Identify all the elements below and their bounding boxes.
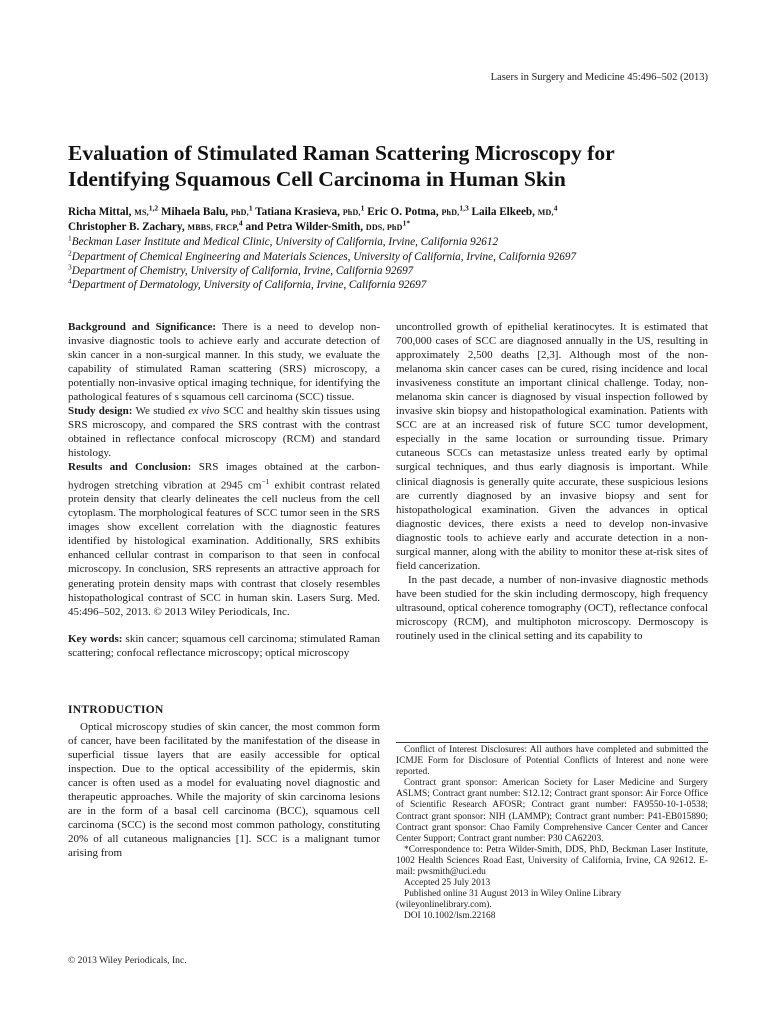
abstract-text: exhibit contrast related protein density that clearly delineates the cell nucleus from the cell cytoplasm. The morphological features of SCC tumor seen in the SRS images show excellent correlation with the diagnostic features identified by histological examination. Additionally, SRS exhibits enhanced cellular contrast in comparison to that seen in confocal microscopy. In conclusion, SRS represents an attractive approach for generating protein density maps with contrast that closely resembles histopathological contrast of SCC in human skin. Lasers Surg. Med. 45:496–502, 2013. © 2013 Wiley Periodicals, Inc. — [68, 479, 380, 618]
footnote-published: Published online 31 August 2013 in Wiley Online Library (wileyonlinelibrary.com). — [396, 889, 622, 911]
abstract-text: SRS images obtained at the carbon-hydrogen stretching vibration at 2945 cm — [68, 461, 380, 492]
keywords-label: Key words: — [68, 632, 123, 645]
author-degree: DDS, PhD — [365, 223, 403, 233]
abstract-label: Background and Significance: — [68, 321, 217, 333]
abstract-text: SCC and healthy skin tissues using SRS microscopy, and compared the SRS contrast with the contrast obtained in reflectance confocal microscopy (RCM) and standard histology. — [68, 405, 380, 460]
footnote-correspondence: *Correspondence to: Petra Wilder-Smith, DDS, PhD, Beckman Laser Institute, 1002 Health Sciences Road East, University of California, Irvine, CA 92612. E-mail: pwsmith@uci.edu — [396, 844, 708, 878]
footnote-doi: DOI 10.1002/lsm.22168 — [404, 911, 496, 922]
affiliation-text: Beckman Laser Institute and Medical Clinic, University of California, Irvine, California 92612 — [71, 236, 499, 249]
keywords-text: skin cancer; squamous cell carcinoma; stimulated Raman scattering; confocal reflectance microscopy; optical microscopy — [68, 632, 380, 659]
abstract-background — [68, 320, 380, 404]
abstract-text: There is a need to develop non-invasive diagnostic tools to achieve early and accurate detection of skin cancer in a non-surgical manner. In this study, we evaluate the capability of stimulated Raman scattering (SRS) microscopy, a potentially non-invasive optical imaging technique, for identifying the pathological features of s squamous cell carcinoma (SCC) tissue. — [68, 321, 380, 404]
author-affil-sup: 1,2 — [148, 203, 159, 213]
affiliation-sup: 1 — [68, 233, 72, 243]
author-affil-sup: 4 — [553, 203, 558, 213]
author-block — [68, 205, 718, 292]
affiliation-text: Department of Dermatology, University of California, Irvine, California 92697 — [71, 279, 427, 292]
abstract — [68, 320, 380, 619]
affiliation-sup: 4 — [68, 276, 72, 286]
author-degree: MBBS, FRCP, — [187, 223, 239, 233]
affiliation — [68, 264, 718, 278]
abstract-results — [68, 460, 380, 618]
right-column-body — [396, 320, 708, 643]
article-title: Evaluation of Stimulated Raman Scattering Microscopy for Identifying Squamous Cell Carcinoma in Human Skin — [68, 141, 615, 191]
author-line-1 — [68, 205, 718, 220]
abstract-label: Results and Conclusion: — [68, 461, 192, 474]
paragraph: uncontrolled growth of epithelial keratinocytes. It is estimated that 700,000 cases of SCC are diagnosed annually in the US, resulting in approximately 2,500 deaths [2,3]. Although most of the non-melanoma skin cancer cases can be cured, rising incidence and local invasiveness constitute an important clinical challenge. Today, non-melanoma skin cancer is diagnosed by visual inspection followed by invasive skin biopsy and histopathological examination. Patients with SCC are at an increased risk of future SCC tumor development, especially in the same location or surrounding tissue. Primary cutaneous SCCs can metastasize unless treated early by optimal surgical techniques, and thus early diagnosis is important. While clinical diagnosis is generally quite accurate, these suspicious lesions are currently diagnosed by an invasive biopsy and sent for histopathological examination. Given the advances in optical diagnostic devices, there exists a need to develop non-invasive diagnostic tools to achieve early and accurate detection in a non-surgical manner, along with the ability to monitor these at-risk sites of field cancerization. — [396, 321, 708, 572]
footnote-grants: Contract grant sponsor: American Society for Laser Medicine and Surgery ASLMS; Contract grant number: S12.12; Contract grant sponsor: Air Force Office of Scientific Research AFOSR; Contract grant number: FA9550-10-1-0538; Contract grant sponsor: NIH (LAMMP); Contract grant number: P41-EB015890; Contract grant sponsor: Chao Family Comprehensive Cancer Center and Cancer Center Support; Contract grant number: P30 CA62203. — [396, 778, 708, 844]
abstract-study-design — [68, 404, 380, 460]
left-column — [68, 320, 380, 860]
abstract-text: We studied — [132, 405, 189, 418]
author-name: Tatiana Krasieva, — [252, 206, 340, 218]
author-name: Richa Mittal, — [68, 206, 132, 218]
author-degree: PhD, — [342, 208, 361, 217]
affiliation-text: Department of Chemistry, University of California, Irvine, California 92697 — [71, 264, 414, 277]
author-name: Eric O. Potma, — [364, 206, 439, 218]
paragraph: Optical microscopy studies of skin cancer, the most common form of cancer, have been facilitated by the manifestation of the disease in superficial tissue layers that are easily accessible for optical inspection. Due to the optical accessibility of the epidermis, skin cancer is often used as a model for evaluating novel diagnostic and therapeutic approaches. While the majority of skin carcinoma lesions are in the form of a basal cell carcinoma (BCC), squamous cell carcinoma (SCC) is the second most common pathology, constituting 20% of all cutaneous malignancies [1]. SCC is a malignant tumor arising from — [68, 720, 380, 860]
author-affil-sup: 1* — [402, 218, 411, 228]
author-name: and Petra Wilder-Smith, — [242, 221, 364, 234]
author-name: Laila Elkeeb, — [468, 206, 535, 218]
author-degree: MS, — [134, 208, 149, 217]
right-column — [396, 320, 708, 643]
affiliation-sup: 2 — [68, 247, 72, 257]
author-name: Christopher B. Zachary, — [68, 221, 185, 234]
copyright-footer: © 2013 Wiley Periodicals, Inc. — [68, 955, 187, 966]
author-degree: MD, — [537, 208, 554, 217]
footnote-conflict: Conflict of Interest Disclosures: All authors have completed and submitted the ICMJE Form for Disclosure of Potential Conflicts of Interest and none were reported. — [396, 745, 708, 778]
abstract-superscript: −1 — [261, 476, 270, 486]
affiliation-text: Department of Chemical Engineering and Materials Sciences, University of California, Irvine, California 92697 — [71, 250, 577, 263]
author-degree: PhD, — [230, 208, 249, 217]
author-affil-sup: 1,3 — [459, 203, 469, 213]
affiliation-sup: 3 — [68, 262, 72, 272]
footnotes — [396, 742, 708, 923]
author-affil-sup: 1 — [360, 203, 365, 213]
keywords — [68, 632, 380, 660]
author-line-2 — [68, 220, 718, 235]
author-degree: PhD, — [441, 208, 460, 217]
affiliation — [68, 235, 718, 249]
affiliation — [68, 247, 718, 264]
author-name: Mihaela Balu, — [158, 206, 229, 218]
author-affil-sup: 4 — [238, 218, 243, 228]
paragraph: In the past decade, a number of non-invasive diagnostic methods have been studied for the skin including dermoscopy, high frequency ultrasound, optical coherence tomography (OCT), reflectance confocal microscopy (RCM), and multiphoton microscopy. Dermoscopy is routinely used in the clinical setting and its capability to — [396, 573, 708, 643]
introduction-body — [68, 720, 380, 860]
author-affil-sup: 1 — [248, 203, 253, 213]
abstract-italic: ex vivo — [188, 405, 220, 418]
affiliation — [68, 278, 718, 292]
footnote-accepted: Accepted 25 July 2013 — [404, 878, 491, 889]
running-head: Lasers in Surgery and Medicine 45:496–502 (2013) — [490, 72, 708, 83]
abstract-label: Study design: — [68, 405, 133, 418]
section-heading-introduction: INTRODUCTION — [68, 703, 164, 716]
